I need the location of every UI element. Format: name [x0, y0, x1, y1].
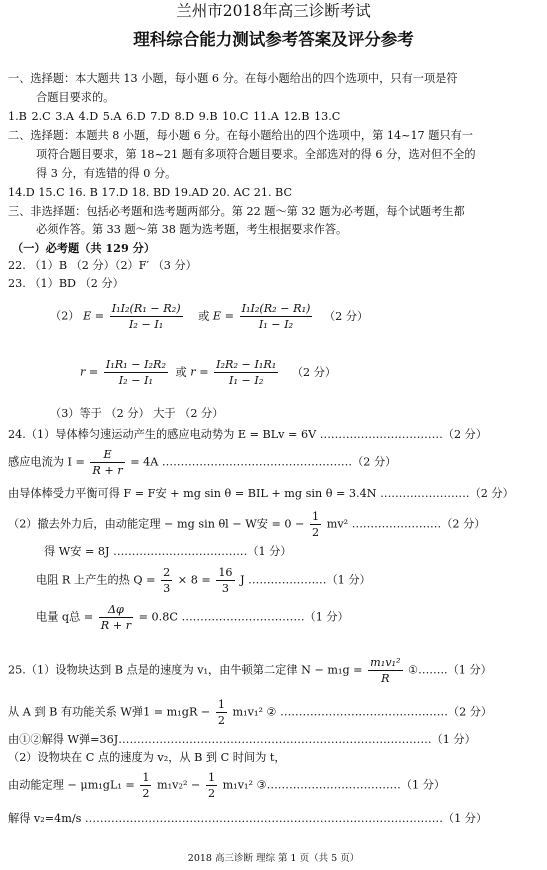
formula-lhs: r = — [190, 365, 209, 379]
text-segment: 从 A 到 B 有功能关系 W弹1 = m₁gR − — [8, 705, 211, 719]
text-segment: 电量 q总 = — [36, 610, 94, 624]
text-segment: = 0.8C ……………………………（1 分） — [138, 610, 349, 624]
fraction-denominator: R — [381, 672, 390, 685]
fraction-numerator: 1 — [312, 510, 320, 523]
text-segment: m₁v₂² − — [157, 778, 201, 792]
fraction-numerator: E — [90, 447, 124, 463]
fraction — [104, 357, 168, 388]
fraction-denominator: 2 — [217, 714, 225, 727]
q25-work-energy — [8, 697, 492, 728]
fraction — [99, 602, 133, 633]
fraction-numerator: I₁I₂(R₂ − R₁) — [241, 302, 311, 315]
fraction — [161, 565, 172, 596]
score: （2 分） — [323, 309, 369, 323]
fraction — [140, 770, 151, 801]
text-segment: mv² ……………………（2 分） — [326, 517, 486, 531]
fraction-numerator: 2 — [163, 566, 171, 579]
section2-answers: 14.D 15.C 16. B 17.D 18. BD 19.AD 20. AC 21. BC — [8, 186, 293, 199]
text-segment: J …………………（1 分） — [240, 573, 371, 587]
fraction — [110, 301, 183, 332]
fraction-numerator: Δφ — [99, 602, 133, 618]
fraction — [206, 770, 217, 801]
or-text: 或 — [198, 309, 210, 323]
text-segment: × 8 = — [177, 573, 211, 587]
fraction-denominator: R + r — [100, 619, 132, 632]
q25-kinetic-energy — [8, 770, 445, 801]
fraction — [216, 565, 234, 596]
fraction — [214, 357, 278, 388]
formula-lhs: r = — [80, 365, 99, 379]
text-segment: （2）撤去外力后，由动能定理 − mg sin θl − W安 = 0 − — [8, 517, 305, 531]
q24-energy — [8, 509, 485, 540]
q23-resistance-formula — [80, 357, 336, 388]
text-segment: 电阻 R 上产生的热 Q = — [36, 573, 156, 587]
q22-answer: 22. （1）B （2 分）（2）F′ （3 分） — [8, 259, 197, 272]
q24-charge — [36, 602, 349, 633]
q23-part2-label: （2） — [50, 309, 80, 323]
section1-answers: 1.B 2.C 3.A 4.D 5.A 6.D 7.D 8.D 9.B 10.C 11.A 12.B 13.C — [8, 110, 341, 123]
fraction-numerator: m₁v₁² — [370, 656, 401, 669]
fraction-denominator: 3 — [163, 582, 171, 595]
q24-line1: 24.（1）导体棒匀速运动产生的感应电动势为 E = BLv = 6V ……………………………（2 分） — [8, 428, 488, 441]
fraction-numerator: I₁R₁ − I₂R₂ — [105, 358, 166, 371]
section3-heading-line2: 必须作答。第 33 题～第 38 题为选考题，考生根据要求作答。 — [36, 223, 348, 236]
fraction — [90, 447, 124, 478]
section3-heading-line1: 三、非选择题：包括必考题和选考题两部分。第 22 题～第 32 题为必考题，每个试题考生都 — [8, 205, 465, 218]
text-segment: 感应电流为 I = — [8, 455, 85, 469]
text-segment: m₁v₁² ③………………………………（1 分） — [222, 778, 446, 792]
text-segment: = 4A ……………………………………………（2 分） — [130, 455, 397, 469]
q25-newton — [8, 655, 492, 686]
fraction-denominator: 3 — [221, 582, 229, 595]
q24-force-balance: 由导体棒受力平衡可得 F = F安 + mg sin θ = BIL + mg sin θ = 3.4N ……………………（2 分） — [8, 487, 514, 500]
text-segment: m₁v₁² ② ………………………………………（2 分） — [232, 705, 493, 719]
section1-heading-line1: 一、选择题：本大题共 13 小题，每小题 6 分。在每小题给出的四个选项中，只有一项是符 — [8, 72, 458, 85]
q23-emf-formula — [50, 301, 368, 332]
document-subtitle: 理科综合能力测试参考答案及评分参考 — [133, 30, 414, 49]
score: （2 分） — [291, 365, 337, 379]
fraction-denominator: I₂ − I₁ — [118, 374, 154, 387]
fraction-denominator: 2 — [142, 787, 150, 800]
fraction-denominator: I₂ − I₁ — [129, 318, 164, 331]
q23-part1: 23. （1）BD （2 分） — [8, 277, 124, 290]
fraction — [240, 301, 313, 332]
section2-heading-line2: 项符合题目要求，第 18~21 题有多项符合题目要求。全部选对的得 6 分，选对但不全的 — [36, 148, 476, 161]
formula-lhs: E = — [83, 309, 105, 323]
fraction-numerator: I₂R₂ − I₁R₁ — [216, 358, 277, 371]
fraction — [216, 697, 227, 728]
fraction-denominator: 2 — [207, 787, 216, 800]
q24-work: 得 W安 = 8J ………………………………（1 分） — [44, 545, 292, 558]
text-segment: 25.（1）设物块达到 B 点是的速度为 v₁，由牛顿第二定律 N − m₁g = — [8, 663, 363, 677]
document-title: 兰州市2018年高三诊断考试 — [176, 2, 371, 20]
q25-part2-intro: （2）设物块在 C 点的速度为 v₂，从 B 到 C 时间为 t， — [8, 751, 286, 764]
q24-heat — [36, 565, 371, 596]
page-footer: 2018 高三诊断 理综 第 1 页（共 5 页） — [187, 853, 360, 864]
text-segment: 由动能定理 − μm₁gL₁ = — [8, 778, 135, 792]
fraction-numerator: 1 — [207, 771, 216, 784]
q25-solve-work: 由①②解得 W弹=36J…………………………………………………………………………（1 分） — [8, 733, 476, 746]
fraction — [310, 509, 321, 540]
fraction-denominator: R + r — [92, 464, 123, 477]
q24-current — [8, 447, 396, 478]
formula-lhs: E = — [212, 309, 235, 323]
section2-heading-line3: 得 3 分，有选错的得 0 分。 — [36, 167, 177, 180]
fraction-numerator: I₁I₂(R₁ − R₂) — [111, 302, 181, 315]
fraction-numerator: 1 — [142, 771, 150, 784]
section2-heading-line1: 二、选择题：本题共 8 小题，每小题 6 分。在每小题给出的四个选项中，第 14~17 题只有一 — [8, 129, 473, 142]
q23-part3: （3）等于 （2 分） 大于 （2 分） — [50, 407, 224, 420]
or-text: 或 — [175, 365, 187, 379]
fraction-numerator: 1 — [217, 698, 225, 711]
text-segment: ①……..（1 分） — [408, 663, 492, 677]
fraction-denominator: I₁ − I₂ — [229, 374, 264, 387]
q25-velocity-result: 解得 v₂=4m/s ……………………………………………………………………………………（1 分） — [8, 812, 488, 825]
section1-heading-line2: 合题目要求的。 — [36, 91, 115, 104]
fraction-numerator: 16 — [218, 566, 233, 579]
fraction-denominator: 2 — [312, 526, 320, 539]
required-questions-heading: （一）必考题（共 129 分） — [12, 241, 156, 255]
fraction-denominator: I₁ − I₂ — [258, 318, 294, 331]
fraction — [368, 655, 402, 686]
